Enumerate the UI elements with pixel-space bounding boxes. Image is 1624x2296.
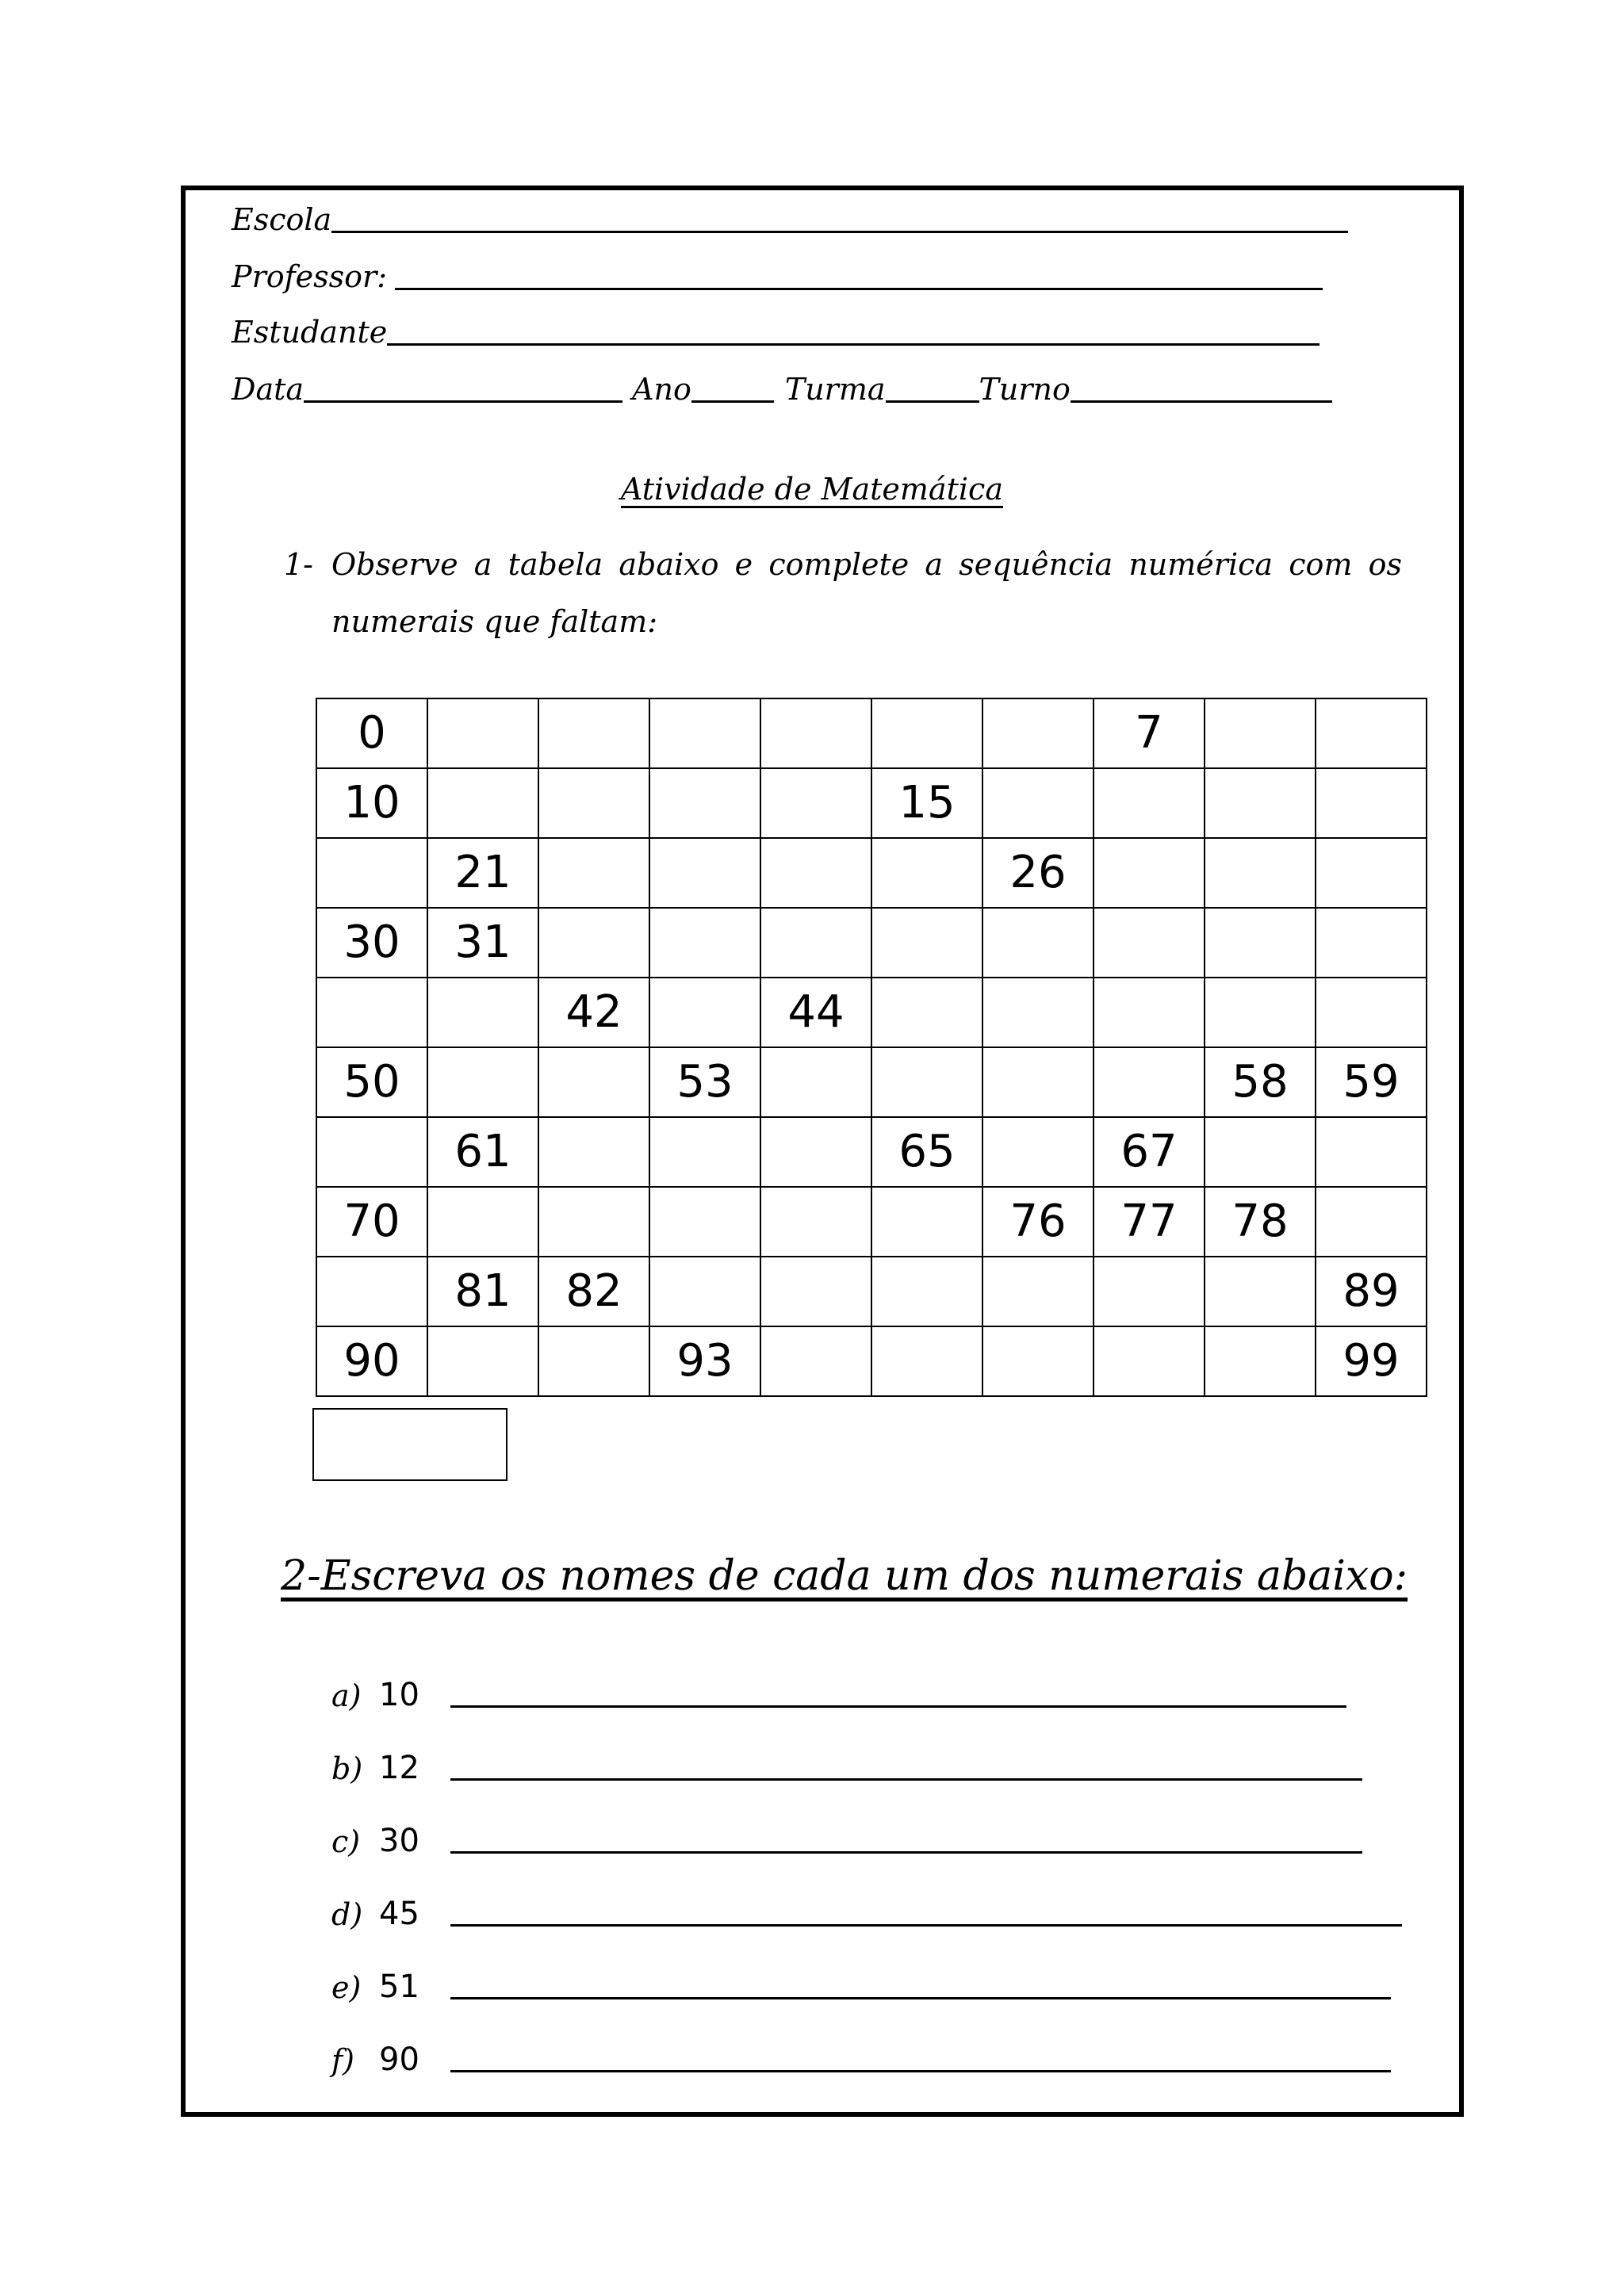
grid-cell-filled: 7: [1094, 698, 1205, 768]
grid-cell-empty[interactable]: [760, 698, 871, 768]
grid-cell-empty[interactable]: [538, 1326, 649, 1396]
grid-cell-empty[interactable]: [1205, 698, 1316, 768]
grid-cell-filled: 76: [982, 1187, 1094, 1257]
grid-cell-empty[interactable]: [427, 768, 538, 838]
grid-cell-empty[interactable]: [760, 1257, 871, 1326]
grid-cell-empty[interactable]: [1205, 838, 1316, 908]
grid-cell-empty[interactable]: [982, 1117, 1094, 1187]
grid-row: [316, 698, 1427, 768]
question-2-text: 2-Escreva os nomes de cada um dos numerais abaixo:: [281, 1552, 1408, 1600]
answer-number: 30: [379, 1823, 419, 1859]
answer-number: 51: [379, 1969, 419, 2005]
grid-cell-empty[interactable]: [1316, 698, 1427, 768]
extra-box[interactable]: [312, 1408, 508, 1481]
grid-cell-empty[interactable]: [760, 1047, 871, 1117]
grid-cell-empty[interactable]: [1094, 908, 1205, 978]
question-1-number: 1-: [284, 547, 314, 582]
grid-cell-empty[interactable]: [538, 698, 649, 768]
grid-cell-filled: 42: [538, 978, 649, 1047]
answer-item-f: [331, 2036, 1391, 2076]
grid-cell-empty[interactable]: [871, 1257, 982, 1326]
grid-cell-empty[interactable]: [427, 978, 538, 1047]
grid-cell-filled: 77: [1094, 1187, 1205, 1257]
grid-cell-empty[interactable]: [1205, 1257, 1316, 1326]
grid-cell-empty[interactable]: [649, 768, 760, 838]
teacher-field[interactable]: [232, 247, 1323, 292]
grid-cell-empty[interactable]: [982, 768, 1094, 838]
answer-line[interactable]: [450, 1997, 1391, 1999]
grid-row: [316, 1047, 1427, 1117]
grid-cell-empty[interactable]: [1316, 768, 1427, 838]
grid-cell-empty[interactable]: [871, 698, 982, 768]
grid-cell-filled: 15: [871, 768, 982, 838]
grid-cell-empty[interactable]: [1205, 978, 1316, 1047]
school-field[interactable]: [232, 190, 1348, 235]
answer-line[interactable]: [450, 1924, 1402, 1927]
grid-cell-empty[interactable]: [871, 1187, 982, 1257]
student-label: Estudante: [232, 315, 388, 350]
grid-cell-filled: 10: [316, 768, 427, 838]
answer-line[interactable]: [450, 2070, 1391, 2072]
student-line[interactable]: [387, 343, 1320, 346]
grid-cell-empty[interactable]: [1316, 1117, 1427, 1187]
grid-cell-empty[interactable]: [982, 1326, 1094, 1396]
date-row: [232, 360, 1332, 407]
grid-cell-empty[interactable]: [1094, 1257, 1205, 1326]
answer-item-b: [331, 1744, 1362, 1784]
grid-cell-empty[interactable]: [982, 1257, 1094, 1326]
grid-cell-empty[interactable]: [1094, 1326, 1205, 1396]
teacher-label: Professor:: [232, 259, 388, 294]
grid-cell-empty[interactable]: [649, 698, 760, 768]
question-1-text: Observe a tabela abaixo e complete a sequência numérica com os numerais que faltam:: [331, 547, 1402, 639]
answer-number: 90: [379, 2042, 419, 2078]
grid-cell-empty[interactable]: [1205, 908, 1316, 978]
grid-cell-empty[interactable]: [1316, 838, 1427, 908]
grid-cell-filled: 53: [649, 1047, 760, 1117]
student-field[interactable]: [232, 303, 1320, 350]
grid-cell-filled: 0: [316, 698, 427, 768]
grid-cell-empty[interactable]: [871, 838, 982, 908]
grid-cell-filled: 44: [760, 978, 871, 1047]
answer-letter: a): [331, 1678, 362, 1713]
grid-cell-filled: 67: [1094, 1117, 1205, 1187]
grid-cell-filled: 59: [1316, 1047, 1427, 1117]
grid-cell-empty[interactable]: [871, 978, 982, 1047]
grid-cell-filled: 50: [316, 1047, 427, 1117]
grid-cell-filled: 58: [1205, 1047, 1316, 1117]
grid-cell-empty[interactable]: [649, 1187, 760, 1257]
answer-number: 12: [379, 1750, 419, 1786]
answer-letter: e): [331, 1970, 362, 2005]
number-grid: [316, 698, 1427, 1397]
grid-cell-filled: 90: [316, 1326, 427, 1396]
shift-line[interactable]: [1071, 400, 1332, 403]
grid-cell-empty[interactable]: [316, 1117, 427, 1187]
grid-cell-filled: 70: [316, 1187, 427, 1257]
grid-row: [316, 768, 1427, 838]
grid-cell-filled: 30: [316, 908, 427, 978]
grid-cell-empty[interactable]: [982, 1047, 1094, 1117]
date-line[interactable]: [304, 400, 622, 403]
grid-cell-filled: 26: [982, 838, 1094, 908]
answer-letter: b): [331, 1751, 363, 1786]
year-label: Ano: [632, 372, 691, 407]
grid-cell-empty[interactable]: [538, 1047, 649, 1117]
grid-cell-empty[interactable]: [649, 838, 760, 908]
grid-row: [316, 1326, 1427, 1396]
grid-cell-empty[interactable]: [1316, 978, 1427, 1047]
grid-cell-empty[interactable]: [1205, 768, 1316, 838]
grid-cell-filled: 89: [1316, 1257, 1427, 1326]
grid-cell-empty[interactable]: [982, 698, 1094, 768]
grid-row: [316, 908, 1427, 978]
grid-row: [316, 978, 1427, 1047]
grid-cell-empty[interactable]: [538, 908, 649, 978]
grid-cell-empty[interactable]: [760, 1326, 871, 1396]
grid-cell-empty[interactable]: [316, 978, 427, 1047]
answer-line[interactable]: [450, 1705, 1346, 1708]
grid-cell-empty[interactable]: [871, 1326, 982, 1396]
class-line[interactable]: [886, 400, 979, 403]
grid-cell-filled: 99: [1316, 1326, 1427, 1396]
grid-cell-filled: 21: [427, 838, 538, 908]
grid-cell-empty[interactable]: [649, 978, 760, 1047]
grid-cell-empty[interactable]: [538, 838, 649, 908]
grid-row: [316, 1117, 1427, 1187]
grid-cell-empty[interactable]: [649, 1257, 760, 1326]
grid-cell-empty[interactable]: [427, 1187, 538, 1257]
grid-cell-filled: 61: [427, 1117, 538, 1187]
answer-letter: c): [331, 1824, 361, 1859]
grid-cell-empty[interactable]: [649, 1117, 760, 1187]
grid-cell-empty[interactable]: [1205, 1117, 1316, 1187]
class-label: Turma: [784, 372, 886, 407]
grid-cell-empty[interactable]: [427, 1047, 538, 1117]
grid-cell-empty[interactable]: [316, 838, 427, 908]
grid-row: [316, 838, 1427, 908]
grid-cell-empty[interactable]: [760, 908, 871, 978]
answer-number: 10: [379, 1677, 419, 1713]
answer-line[interactable]: [450, 1778, 1362, 1781]
grid-cell-empty[interactable]: [427, 698, 538, 768]
grid-cell-empty[interactable]: [1094, 838, 1205, 908]
page-title: Atividade de Matemática: [621, 472, 1003, 507]
answer-number: 45: [379, 1896, 419, 1932]
date-label: Data: [232, 372, 304, 407]
grid-cell-empty[interactable]: [871, 908, 982, 978]
grid-cell-empty[interactable]: [760, 1187, 871, 1257]
answer-item-c: [331, 1817, 1362, 1857]
grid-cell-empty[interactable]: [871, 1047, 982, 1117]
answer-letter: d): [331, 1897, 363, 1932]
grid-cell-empty[interactable]: [1316, 908, 1427, 978]
school-line[interactable]: [331, 231, 1348, 233]
grid-cell-empty[interactable]: [538, 1187, 649, 1257]
grid-cell-empty[interactable]: [760, 838, 871, 908]
grid-cell-empty[interactable]: [1094, 978, 1205, 1047]
grid-cell-filled: 65: [871, 1117, 982, 1187]
school-label: Escola: [232, 202, 332, 237]
grid-cell-filled: 82: [538, 1257, 649, 1326]
grid-cell-empty[interactable]: [649, 908, 760, 978]
grid-cell-filled: 93: [649, 1326, 760, 1396]
grid-cell-empty[interactable]: [982, 978, 1094, 1047]
grid-cell-empty[interactable]: [1205, 1326, 1316, 1396]
teacher-line[interactable]: [395, 288, 1323, 290]
answer-line[interactable]: [450, 1851, 1362, 1854]
year-line[interactable]: [691, 400, 774, 403]
answer-letter: f): [331, 2043, 354, 2078]
grid-cell-filled: 81: [427, 1257, 538, 1326]
grid-row: [316, 1257, 1427, 1326]
grid-cell-empty[interactable]: [982, 908, 1094, 978]
shift-label: Turno: [979, 372, 1071, 407]
grid-cell-empty[interactable]: [760, 1117, 871, 1187]
answer-item-e: [331, 1963, 1391, 2003]
grid-cell-empty[interactable]: [538, 1117, 649, 1187]
grid-cell-empty[interactable]: [760, 768, 871, 838]
grid-cell-filled: 31: [427, 908, 538, 978]
answer-item-d: [331, 1890, 1402, 1930]
grid-row: [316, 1187, 1427, 1257]
grid-cell-empty[interactable]: [1316, 1187, 1427, 1257]
grid-cell-empty[interactable]: [538, 768, 649, 838]
grid-cell-empty[interactable]: [427, 1326, 538, 1396]
grid-cell-empty[interactable]: [1094, 768, 1205, 838]
answer-item-a: [331, 1671, 1346, 1711]
grid-cell-empty[interactable]: [1094, 1047, 1205, 1117]
grid-cell-filled: 78: [1205, 1187, 1316, 1257]
grid-cell-empty[interactable]: [316, 1257, 427, 1326]
